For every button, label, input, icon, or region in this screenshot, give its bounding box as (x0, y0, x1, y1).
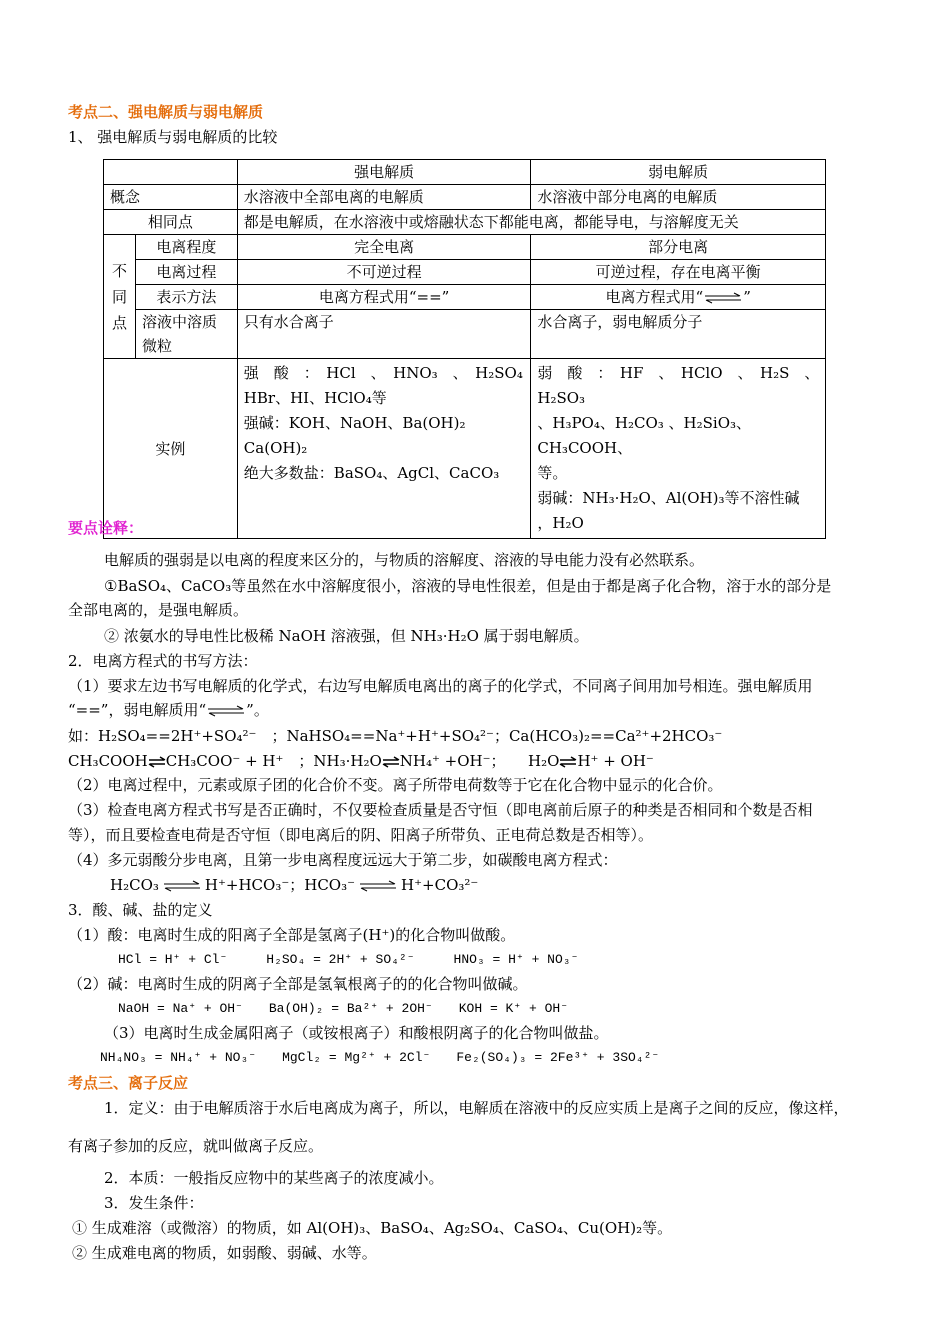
paragraph: （2）碱：电离时生成的阴离子全部是氢氧根离子的的化合物叫做碱。 (68, 975, 528, 993)
example-equation: NaOH = Na⁺ + OH⁻ Ba(OH)₂ = Ba²⁺ + 2OH⁻ KOH = K⁺ + OH⁻ (118, 1001, 569, 1016)
example-line: 绝大多数盐：BaSO₄、AgCl、CaCO₃ (243, 464, 500, 482)
text: H⁺+HCO₃⁻；HCO₃⁻ (204, 876, 356, 894)
equilibrium-arrow-icon (148, 756, 166, 768)
example-equation: NH₄NO₃ = NH₄⁺ + NO₃⁻ MgCl₂ = Mg²⁺ + 2Cl⁻ Fe₂(SO₄)₃ = 2Fe³⁺ + 3SO₄²⁻ (100, 1050, 660, 1065)
item3-heading: 3．酸、碱、盐的定义 (68, 901, 213, 919)
example-line: 等。 (537, 464, 568, 482)
diff-char: 不 (111, 261, 127, 280)
row-label-example: 实例 (104, 359, 238, 539)
item2-heading: 2．电离方程式的书写方法： (68, 652, 258, 670)
diff-char: 点 (111, 313, 127, 332)
key-points-title: 要点诠释： (68, 519, 144, 537)
paragraph (68, 700, 269, 720)
degree-weak: 部分电离 (531, 235, 826, 260)
paragraph: （3）检查电离方程式书写是否正确时，不仅要检查质量是否守恒（即电离前后原子的种类是否相同和个数是否相 (68, 801, 813, 819)
comparison-table (103, 159, 826, 539)
example-weak (531, 359, 826, 539)
degree-strong: 完全电离 (237, 235, 531, 260)
row-label-process: 电离过程 (135, 260, 237, 285)
text: CH₃COOH (68, 752, 148, 770)
example-line: HBr、HI、HClO₄等 (243, 389, 387, 407)
paragraph: （4）多元弱酸分步电离，且第一步电离程度远远大于第二步，如碳酸电离方程式： (68, 851, 618, 869)
process-strong: 不可逆过程 (237, 260, 531, 285)
paragraph: ① 生成难溶（或微溶）的物质，如 Al(OH)₃、BaSO₄、Ag₂SO₄、CaSO₄、Cu(OH)₂等。 (72, 1219, 673, 1237)
example-line: 强 酸 ： HCl 、 HNO₃ 、 H₂SO₄ (243, 364, 523, 382)
solute-weak: 水合离子，弱电解质分子 (531, 310, 826, 359)
express-weak (531, 285, 826, 310)
equilibrium-arrow-icon (206, 705, 246, 717)
paragraph: 全部电离的，是强电解质。 (68, 601, 249, 619)
paragraph: （1）要求左边书写电解质的化学式，右边写电解质电离出的离子的化学式，不同离子间用加号相连。强电解质用 (68, 677, 813, 695)
example-line: 、H₃PO₄、H₂CO₃ 、H₂SiO₃、CH₃COOH、 (537, 414, 752, 457)
table-row (104, 235, 826, 260)
example-equation: 如：H₂SO₄==2H⁺+SO₄²⁻ ；NaHSO₄==Na⁺+H⁺+SO₄²⁻；Ca(HCO₃)₂==Ca²⁺+2HCO₃⁻ (68, 727, 723, 745)
diff-char: 同 (111, 287, 127, 306)
paragraph: 电解质的强弱是以电离的程度来区分的，与物质的溶解度、溶液的导电能力没有必然联系。 (104, 551, 705, 569)
text: ”。 (246, 701, 269, 719)
text: H₂CO₃ (110, 876, 159, 894)
express-strong: 电离方程式用“==” (237, 285, 531, 310)
process-weak: 可逆过程，存在电离平衡 (531, 260, 826, 285)
solute-strong: 只有水合离子 (237, 310, 531, 359)
example-equation (68, 751, 654, 771)
row-label-solute (135, 310, 237, 359)
table-row (104, 185, 826, 210)
paragraph: 等），而且要检查电荷是否守恒（即电离后的阴、阳离子所带负、正电荷总数是否相等）。 (68, 826, 654, 844)
row-label-degree: 电离程度 (135, 235, 237, 260)
paragraph: （3）电离时生成金属阳离子（或铵根离子）和酸根阴离子的化合物叫做盐。 (104, 1024, 609, 1042)
item1-heading: 1、 强电解质与弱电解质的比较 (68, 128, 278, 146)
paragraph: （1）酸：电离时生成的阳离子全部是氢离子(H⁺)的化合物叫做酸。 (68, 926, 516, 944)
text: H⁺ + OH⁻ (577, 752, 654, 770)
row-label-concept: 概念 (104, 185, 238, 210)
table-row (104, 260, 826, 285)
example-line: ，H₂O (537, 514, 584, 532)
solute-label-line: 微粒 (141, 337, 172, 355)
row-label-express: 表示方法 (135, 285, 237, 310)
paragraph: 1．定义：由于电解质溶于水后电离成为离子，所以，电解质在溶液中的反应实质上是离子之间的反应，像这样， (104, 1099, 849, 1117)
equilibrium-arrow-icon (382, 756, 400, 768)
paragraph: ①BaSO₄、CaCO₃等虽然在水中溶解度很小，溶液的导电性很差，但是由于都是离子化合物，溶于水的部分是 (104, 577, 832, 595)
equilibrium-arrow-icon (355, 880, 401, 892)
example-equation: HCl = H⁺ + Cl⁻ H₂SO₄ = 2H⁺ + SO₄²⁻ HNO₃ = H⁺ + NO₃⁻ (118, 952, 579, 967)
text: CH₃COO⁻ + H⁺ ；NH₃·H₂O (165, 752, 382, 770)
table-row (104, 210, 826, 235)
express-weak-text: 电离方程式用“ (605, 288, 704, 306)
table-row (104, 160, 826, 185)
paragraph: ② 生成难电离的物质，如弱酸、弱碱、水等。 (72, 1244, 377, 1262)
same-text: 都是电解质，在水溶液中或熔融状态下都能电离，都能导电，与溶解度无关 (237, 210, 825, 235)
paragraph: 有离子参加的反应，就叫做离子反应。 (68, 1137, 324, 1155)
example-strong (237, 359, 531, 539)
solute-label-line: 溶液中溶质 (141, 313, 217, 331)
paragraph: 3．发生条件： (104, 1194, 204, 1212)
text: H⁺+CO₃²⁻ (401, 876, 479, 894)
section2-title: 考点二、强电解质与弱电解质 (68, 103, 264, 121)
equilibrium-arrow-icon (559, 756, 577, 768)
section3-title: 考点三、离子反应 (68, 1074, 189, 1092)
paragraph: ② 浓氨水的导电性比极稀 NaOH 溶液强，但 NH₃·H₂O 属于弱电解质。 (104, 627, 589, 645)
express-weak-text: ” (743, 288, 751, 306)
row-label-same: 相同点 (104, 210, 238, 235)
table-row (104, 310, 826, 359)
table-corner (104, 160, 238, 185)
example-line: 强碱：KOH、NaOH、Ba(OH)₂ Ca(OH)₂ (243, 414, 466, 457)
concept-strong: 水溶液中全部电离的电解质 (237, 185, 531, 210)
paragraph: 2．本质：一般指反应物中的某些离子的浓度减小。 (104, 1169, 444, 1187)
paragraph: （2）电离过程中，元素或原子团的化合价不变。离子所带电荷数等于它在化合物中显示的化合价。 (68, 776, 723, 794)
header-weak: 弱电解质 (531, 160, 826, 185)
row-label-different (104, 235, 136, 359)
example-line: 弱 酸 ： HF 、 HClO 、 H₂S 、 H₂SO₃ (537, 364, 827, 407)
equilibrium-arrow-icon (703, 292, 743, 304)
equilibrium-arrow-icon (159, 880, 205, 892)
example-equation (110, 875, 478, 895)
concept-weak: 水溶液中部分电离的电解质 (531, 185, 826, 210)
header-strong: 强电解质 (237, 160, 531, 185)
table-row (104, 359, 826, 539)
text: NH₄⁺ +OH⁻； H₂O (399, 752, 560, 770)
example-line: 弱碱：NH₃·H₂O、Al(OH)₃等不溶性碱 (537, 489, 800, 507)
text: “==”，弱电解质用“ (68, 701, 207, 719)
table-row (104, 285, 826, 310)
